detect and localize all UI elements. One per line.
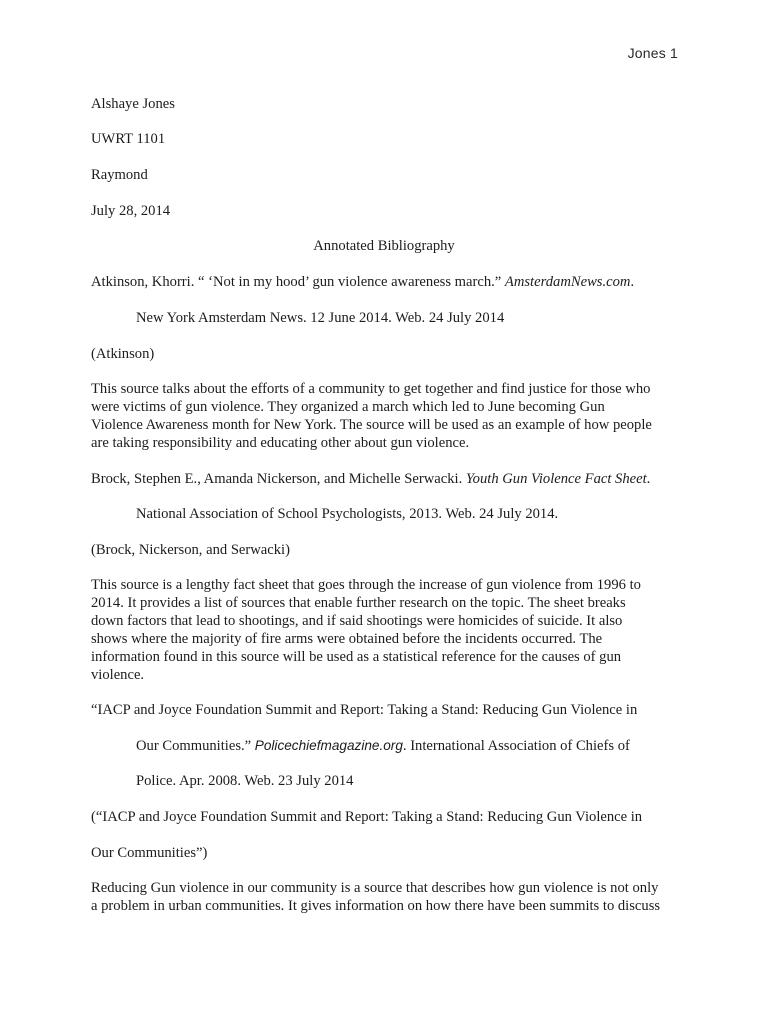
instructor-name: Raymond — [91, 167, 148, 183]
annotation-atkinson — [91, 380, 681, 452]
running-header: Jones 1 — [627, 45, 678, 61]
annotation-line: are taking responsibility and educating other about gun violence. — [91, 435, 470, 451]
annotation-iacp — [91, 879, 681, 915]
citation-source-title: AmsterdamNews.com — [504, 274, 631, 290]
citation-iacp-line2 — [136, 737, 680, 755]
citation-text: Our Communities.” — [136, 738, 255, 754]
author-name: Alshaye Jones — [91, 96, 175, 112]
in-text-citation-iacp-line1: (“IACP and Joyce Foundation Summit and Report: Taking a Stand: Reducing Gun Violence in — [91, 809, 643, 825]
course-name: UWRT 1101 — [91, 131, 166, 147]
annotation-brock — [91, 576, 681, 684]
annotation-line: Reducing Gun violence in our community is a source that describes how gun violence is not only — [91, 880, 659, 896]
citation-source-title: Youth Gun Violence Fact Sheet — [465, 471, 647, 487]
annotation-line: were victims of gun violence. They organized a march which led to June becoming Gun — [91, 399, 605, 415]
citation-brock — [91, 470, 680, 488]
annotation-line: Violence Awareness month for New York. The source will be used as an example of how people — [91, 417, 652, 433]
citation-atkinson-line2: New York Amsterdam News. 12 June 2014. Web. 24 July 2014 — [136, 310, 505, 326]
citation-publisher: . International Association of Chiefs of — [402, 738, 630, 754]
citation-source-title: Policechiefmagazine.org — [254, 738, 403, 753]
annotation-line: This source talks about the efforts of a community to get together and find justice for those who — [91, 381, 651, 397]
citation-punctuation: . — [630, 274, 635, 290]
annotation-line: information found in this source will be used as a statistical reference for the causes of gun — [91, 649, 622, 665]
annotation-line: This source is a lengthy fact sheet that goes through the increase of gun violence from 1996 to — [91, 577, 641, 593]
annotation-line: down factors that lead to shootings, and if said shootings were homicides of suicide. It also — [91, 613, 623, 629]
annotation-line: a problem in urban communities. It gives information on how there have been summits to discuss — [91, 898, 661, 914]
citation-text: Brock, Stephen E., Amanda Nickerson, and Michelle Serwacki. — [91, 471, 466, 487]
citation-atkinson — [91, 273, 680, 291]
citation-iacp-line3: Police. Apr. 2008. Web. 23 July 2014 — [136, 773, 354, 789]
citation-text: Atkinson, Khorri. “ ‘Not in my hood’ gun violence awareness march.” — [91, 274, 505, 290]
in-text-citation-atkinson: (Atkinson) — [91, 346, 155, 362]
citation-brock-line2: National Association of School Psychologists, 2013. Web. 24 July 2014. — [136, 506, 559, 522]
annotation-line: 2014. It provides a list of sources that enable further research on the topic. The sheet breaks — [91, 595, 626, 611]
document-title: Annotated Bibliography — [313, 238, 455, 254]
in-text-citation-brock: (Brock, Nickerson, and Serwacki) — [91, 542, 290, 558]
annotation-line: violence. — [91, 667, 145, 683]
document-date: July 28, 2014 — [91, 203, 171, 219]
annotation-line: shows where the majority of fire arms were obtained before the incidents occurred. The — [91, 631, 603, 647]
in-text-citation-iacp-line2: Our Communities”) — [91, 845, 208, 861]
citation-punctuation: . — [646, 471, 651, 487]
citation-iacp-line1: “IACP and Joyce Foundation Summit and Report: Taking a Stand: Reducing Gun Violence in — [91, 702, 638, 718]
